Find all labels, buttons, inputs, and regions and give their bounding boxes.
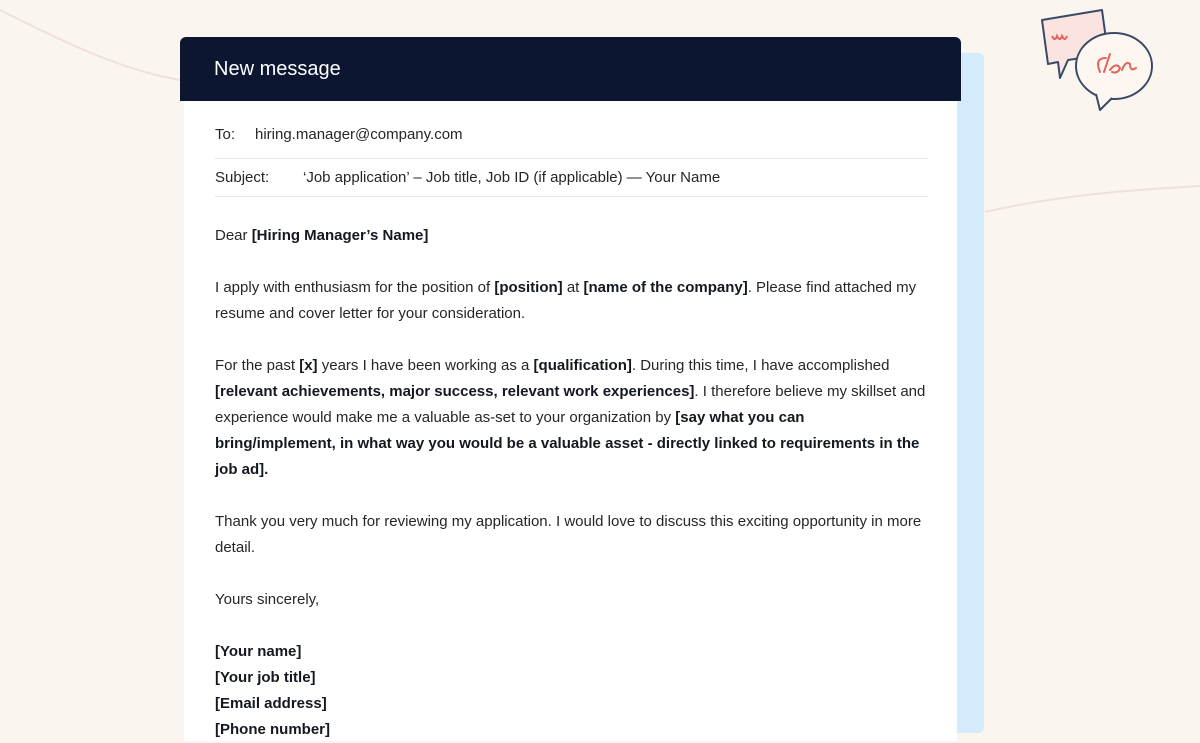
to-field[interactable]: hiring.manager@company.com: [255, 126, 463, 143]
window-title: New message: [214, 57, 341, 80]
p1-placeholder-2: [name of the company]: [583, 279, 748, 296]
subject-row: [215, 159, 928, 197]
title-bar: [180, 37, 961, 101]
subject-field[interactable]: ‘Job application’ – Job title, Job ID (if applicable) — Your Name: [303, 169, 721, 186]
greeting-placeholder: [Hiring Manager’s Name]: [251, 227, 429, 244]
p1-text-3: . Please find attached my resume and cover letter for your consideration.: [215, 279, 917, 322]
greeting: [215, 223, 928, 249]
p2-placeholder-3: [relevant achievements, major success, relevant work experiences]: [215, 383, 695, 400]
p1-text-1: I apply with enthusiasm for the position of: [215, 279, 495, 296]
p2-text-1: For the past: [215, 357, 300, 374]
paragraph-1: [215, 275, 928, 327]
compose-window: [180, 37, 961, 737]
p2-text-4: . I therefore believe my skillset and experience would make me a valuable as-set to your organization by: [215, 383, 926, 426]
signature-name: [Your name]: [215, 643, 302, 660]
signature-block: [215, 639, 928, 743]
signature-job-title: [Your job title]: [215, 669, 316, 686]
letter-text[interactable]: [215, 223, 928, 743]
to-label: To:: [215, 126, 236, 143]
to-row: [215, 101, 928, 159]
signature-email: [Email address]: [215, 695, 327, 712]
p1-placeholder-1: [position]: [494, 279, 563, 296]
p2-text-3: . During this time, I have accomplished: [631, 357, 890, 374]
p2-placeholder-4: [say what you can bring/implement, in what way you would be a valuable asset - directly linked to requirements in the job ad].: [215, 409, 920, 478]
message-body: [184, 101, 957, 741]
paragraph-3: Thank you very much for reviewing my application. I would love to discuss this exciting opportunity in more detail.: [215, 513, 922, 556]
greeting-text: Dear: [215, 227, 252, 244]
p2-placeholder-1: [x]: [299, 357, 318, 374]
p2-placeholder-2: [qualification]: [533, 357, 632, 374]
p1-text-2: at: [562, 279, 584, 296]
paragraph-2: [215, 353, 928, 483]
p2-text-2: years I have been working as a: [317, 357, 534, 374]
subject-label: Subject:: [215, 169, 270, 186]
signature-phone: [Phone number]: [215, 721, 330, 738]
chat-bubbles-icon: [1038, 6, 1158, 116]
closing: Yours sincerely,: [215, 591, 320, 608]
